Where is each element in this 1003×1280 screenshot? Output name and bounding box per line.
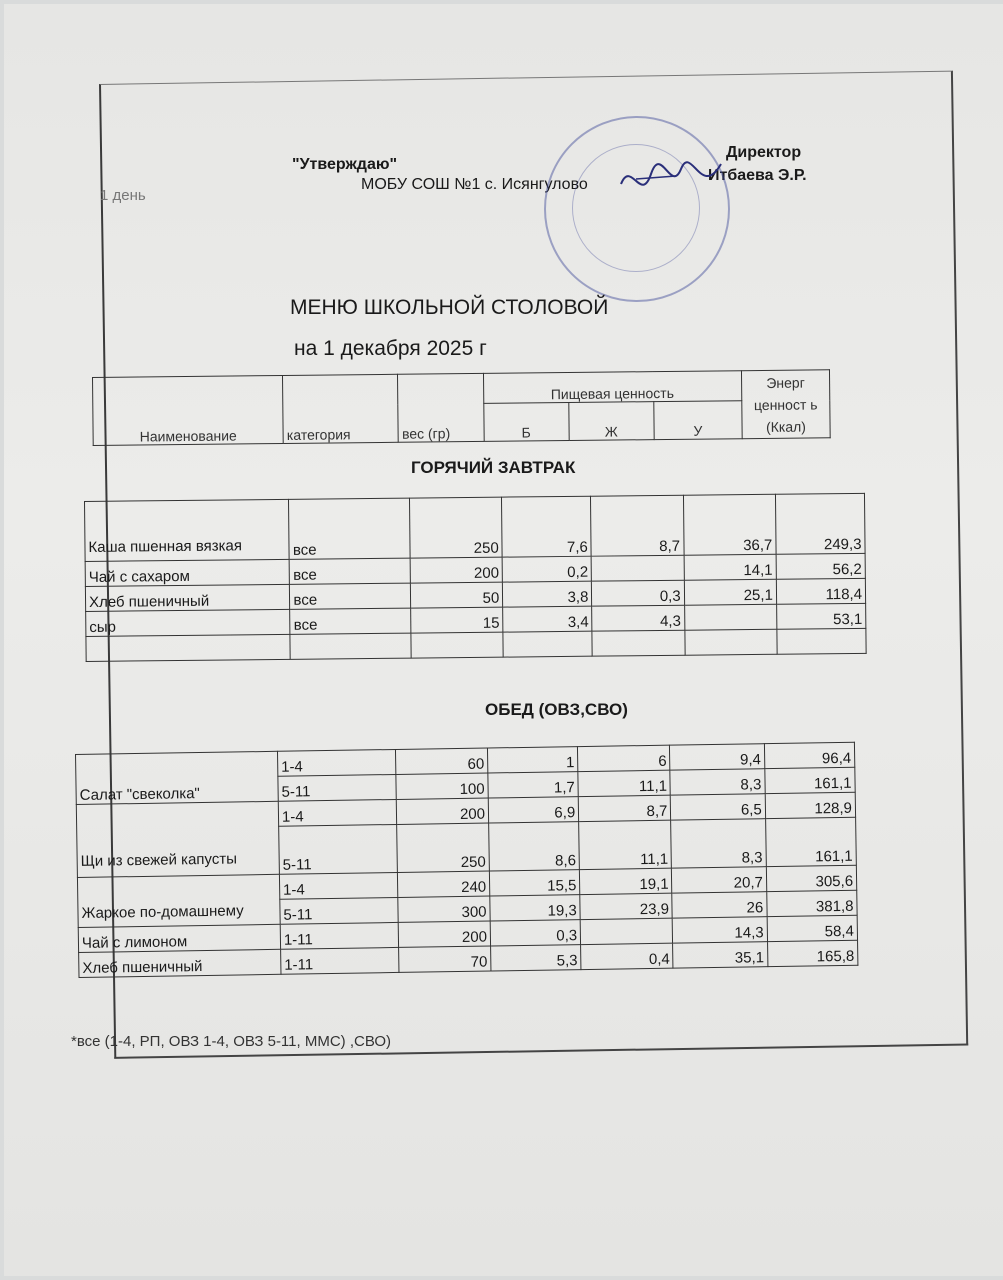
dish-name: Щи из свежей капусты [76, 801, 279, 877]
col-category-header: категория [283, 374, 399, 443]
dish-kcal: 161,1 [765, 817, 856, 866]
dish-fat: 11,1 [579, 820, 672, 869]
school-name: МОБУ СОШ №1 с. Исянгулово [361, 176, 588, 193]
dish-carbs [684, 604, 777, 630]
dish-weight: 200 [396, 798, 489, 824]
dish-name: Хлеб пшеничный [85, 584, 290, 611]
dish-carbs: 35,1 [673, 942, 768, 968]
dish-category: 1-11 [281, 947, 399, 974]
dish-carbs: 14,3 [673, 917, 768, 943]
dish-name: Хлеб пшеничный [79, 949, 281, 977]
dish-name: Жаркое по-домашнему [77, 874, 280, 927]
dish-fat [591, 555, 684, 581]
dish-category: 5-11 [280, 897, 398, 924]
director-position: Директор [726, 144, 802, 161]
dish-name: сыр [86, 609, 291, 636]
dish-name: Чай с лимоном [78, 924, 280, 952]
dish-category: 5-11 [278, 774, 396, 801]
dish-kcal: 96,4 [764, 742, 855, 768]
dish-category: все [289, 498, 410, 559]
breakfast-table [84, 493, 867, 662]
dish-weight: 60 [395, 748, 488, 774]
dish-fat: 6 [578, 745, 671, 771]
dish-weight: 50 [410, 582, 503, 608]
day-label: 1 день [100, 187, 146, 204]
dish-name: Чай с сахаром [85, 559, 290, 586]
dish-weight: 250 [396, 823, 489, 872]
dish-carbs: 14,1 [684, 554, 777, 580]
dish-protein: 1 [488, 747, 579, 773]
dish-fat: 0,3 [592, 580, 685, 606]
dish-fat [580, 918, 673, 944]
col-u-header: У [654, 401, 743, 440]
col-b-header: Б [483, 403, 569, 442]
col-energy-header: Энерг ценност ь (Ккал) [741, 370, 830, 439]
lunch-table [75, 742, 858, 978]
dish-fat: 11,1 [578, 770, 671, 796]
dish-carbs: 36,7 [683, 494, 776, 555]
dish-kcal: 249,3 [775, 493, 865, 554]
dish-carbs: 8,3 [670, 769, 765, 795]
dish-kcal: 56,2 [776, 553, 865, 579]
dish-fat: 8,7 [591, 495, 684, 556]
dish-weight: 15 [411, 607, 504, 633]
dish-kcal: 381,8 [767, 890, 858, 916]
dish-fat: 0,4 [581, 943, 674, 969]
dish-weight: 100 [396, 773, 489, 799]
dish-category: 1-4 [279, 872, 397, 899]
dish-kcal: 58,4 [767, 915, 858, 941]
approve-label: "Утверждаю" [292, 156, 398, 173]
dish-protein: 15,5 [489, 870, 580, 896]
dish-protein: 3,8 [503, 581, 592, 607]
dish-category: все [290, 583, 411, 609]
dish-protein: 5,3 [491, 945, 582, 971]
dish-carbs: 20,7 [672, 867, 767, 893]
dish-weight: 70 [398, 946, 491, 972]
dish-category: 5-11 [279, 824, 398, 874]
dish-carbs: 9,4 [670, 744, 765, 770]
dish-name: Салат "свеколка" [76, 751, 279, 804]
dish-fat: 23,9 [580, 893, 673, 919]
dish-kcal: 161,1 [765, 767, 856, 793]
dish-weight: 250 [409, 497, 502, 558]
dish-kcal: 305,6 [766, 865, 857, 891]
dish-protein: 19,3 [490, 895, 581, 921]
lunch-section-title: ОБЕД (ОВЗ,СВО) [485, 700, 628, 719]
col-zh-header: Ж [568, 402, 654, 441]
dish-protein: 0,2 [502, 556, 591, 582]
col-name-header: Наименование [93, 376, 284, 446]
dish-weight: 200 [410, 557, 503, 583]
dish-weight: 200 [398, 921, 491, 947]
dish-category: 1-11 [280, 922, 398, 949]
dish-fat: 19,1 [580, 868, 673, 894]
dish-name: Каша пшенная вязкая [85, 499, 290, 561]
dish-carbs: 26 [672, 892, 767, 918]
dish-carbs: 25,1 [684, 579, 777, 605]
dish-protein: 8,6 [489, 822, 580, 871]
page-title: МЕНЮ ШКОЛЬНОЙ СТОЛОВОЙ [290, 296, 609, 319]
dish-protein: 3,4 [503, 606, 592, 632]
dish-fat: 4,3 [592, 605, 685, 631]
dish-kcal: 53,1 [776, 603, 865, 629]
dish-kcal: 128,9 [765, 792, 856, 818]
dish-fat: 8,7 [578, 795, 671, 821]
footnote: *все (1-4, РП, ОВЗ 1-4, ОВЗ 5-11, ММС) ,СВО) [71, 1033, 391, 1050]
table-row [85, 493, 866, 561]
dish-category: все [290, 608, 411, 634]
dish-carbs: 8,3 [671, 819, 766, 868]
dish-protein: 0,3 [490, 920, 581, 946]
director-name: Итбаева Э.Р. [708, 167, 807, 184]
dish-protein: 7,6 [502, 496, 592, 557]
signature-icon [616, 154, 726, 214]
dish-category: 1-4 [277, 749, 395, 776]
dish-category: все [290, 558, 411, 584]
dish-category: 1-4 [278, 799, 396, 826]
col-weight-header: вес (гр) [398, 373, 484, 442]
dish-weight: 300 [398, 896, 491, 922]
menu-date: на 1 декабря 2025 г [294, 337, 487, 360]
dish-protein: 6,9 [488, 797, 579, 823]
document-sheet [4, 4, 1003, 1276]
dish-weight: 240 [397, 871, 490, 897]
dish-protein: 1,7 [488, 772, 579, 798]
dish-carbs: 6,5 [671, 794, 766, 820]
dish-kcal: 165,8 [767, 940, 858, 966]
column-header-table [92, 369, 831, 446]
dish-kcal: 118,4 [776, 578, 865, 604]
breakfast-section-title: ГОРЯЧИЙ ЗАВТРАК [411, 458, 576, 477]
col-nutrition-header: Пищевая ценность [483, 371, 742, 404]
